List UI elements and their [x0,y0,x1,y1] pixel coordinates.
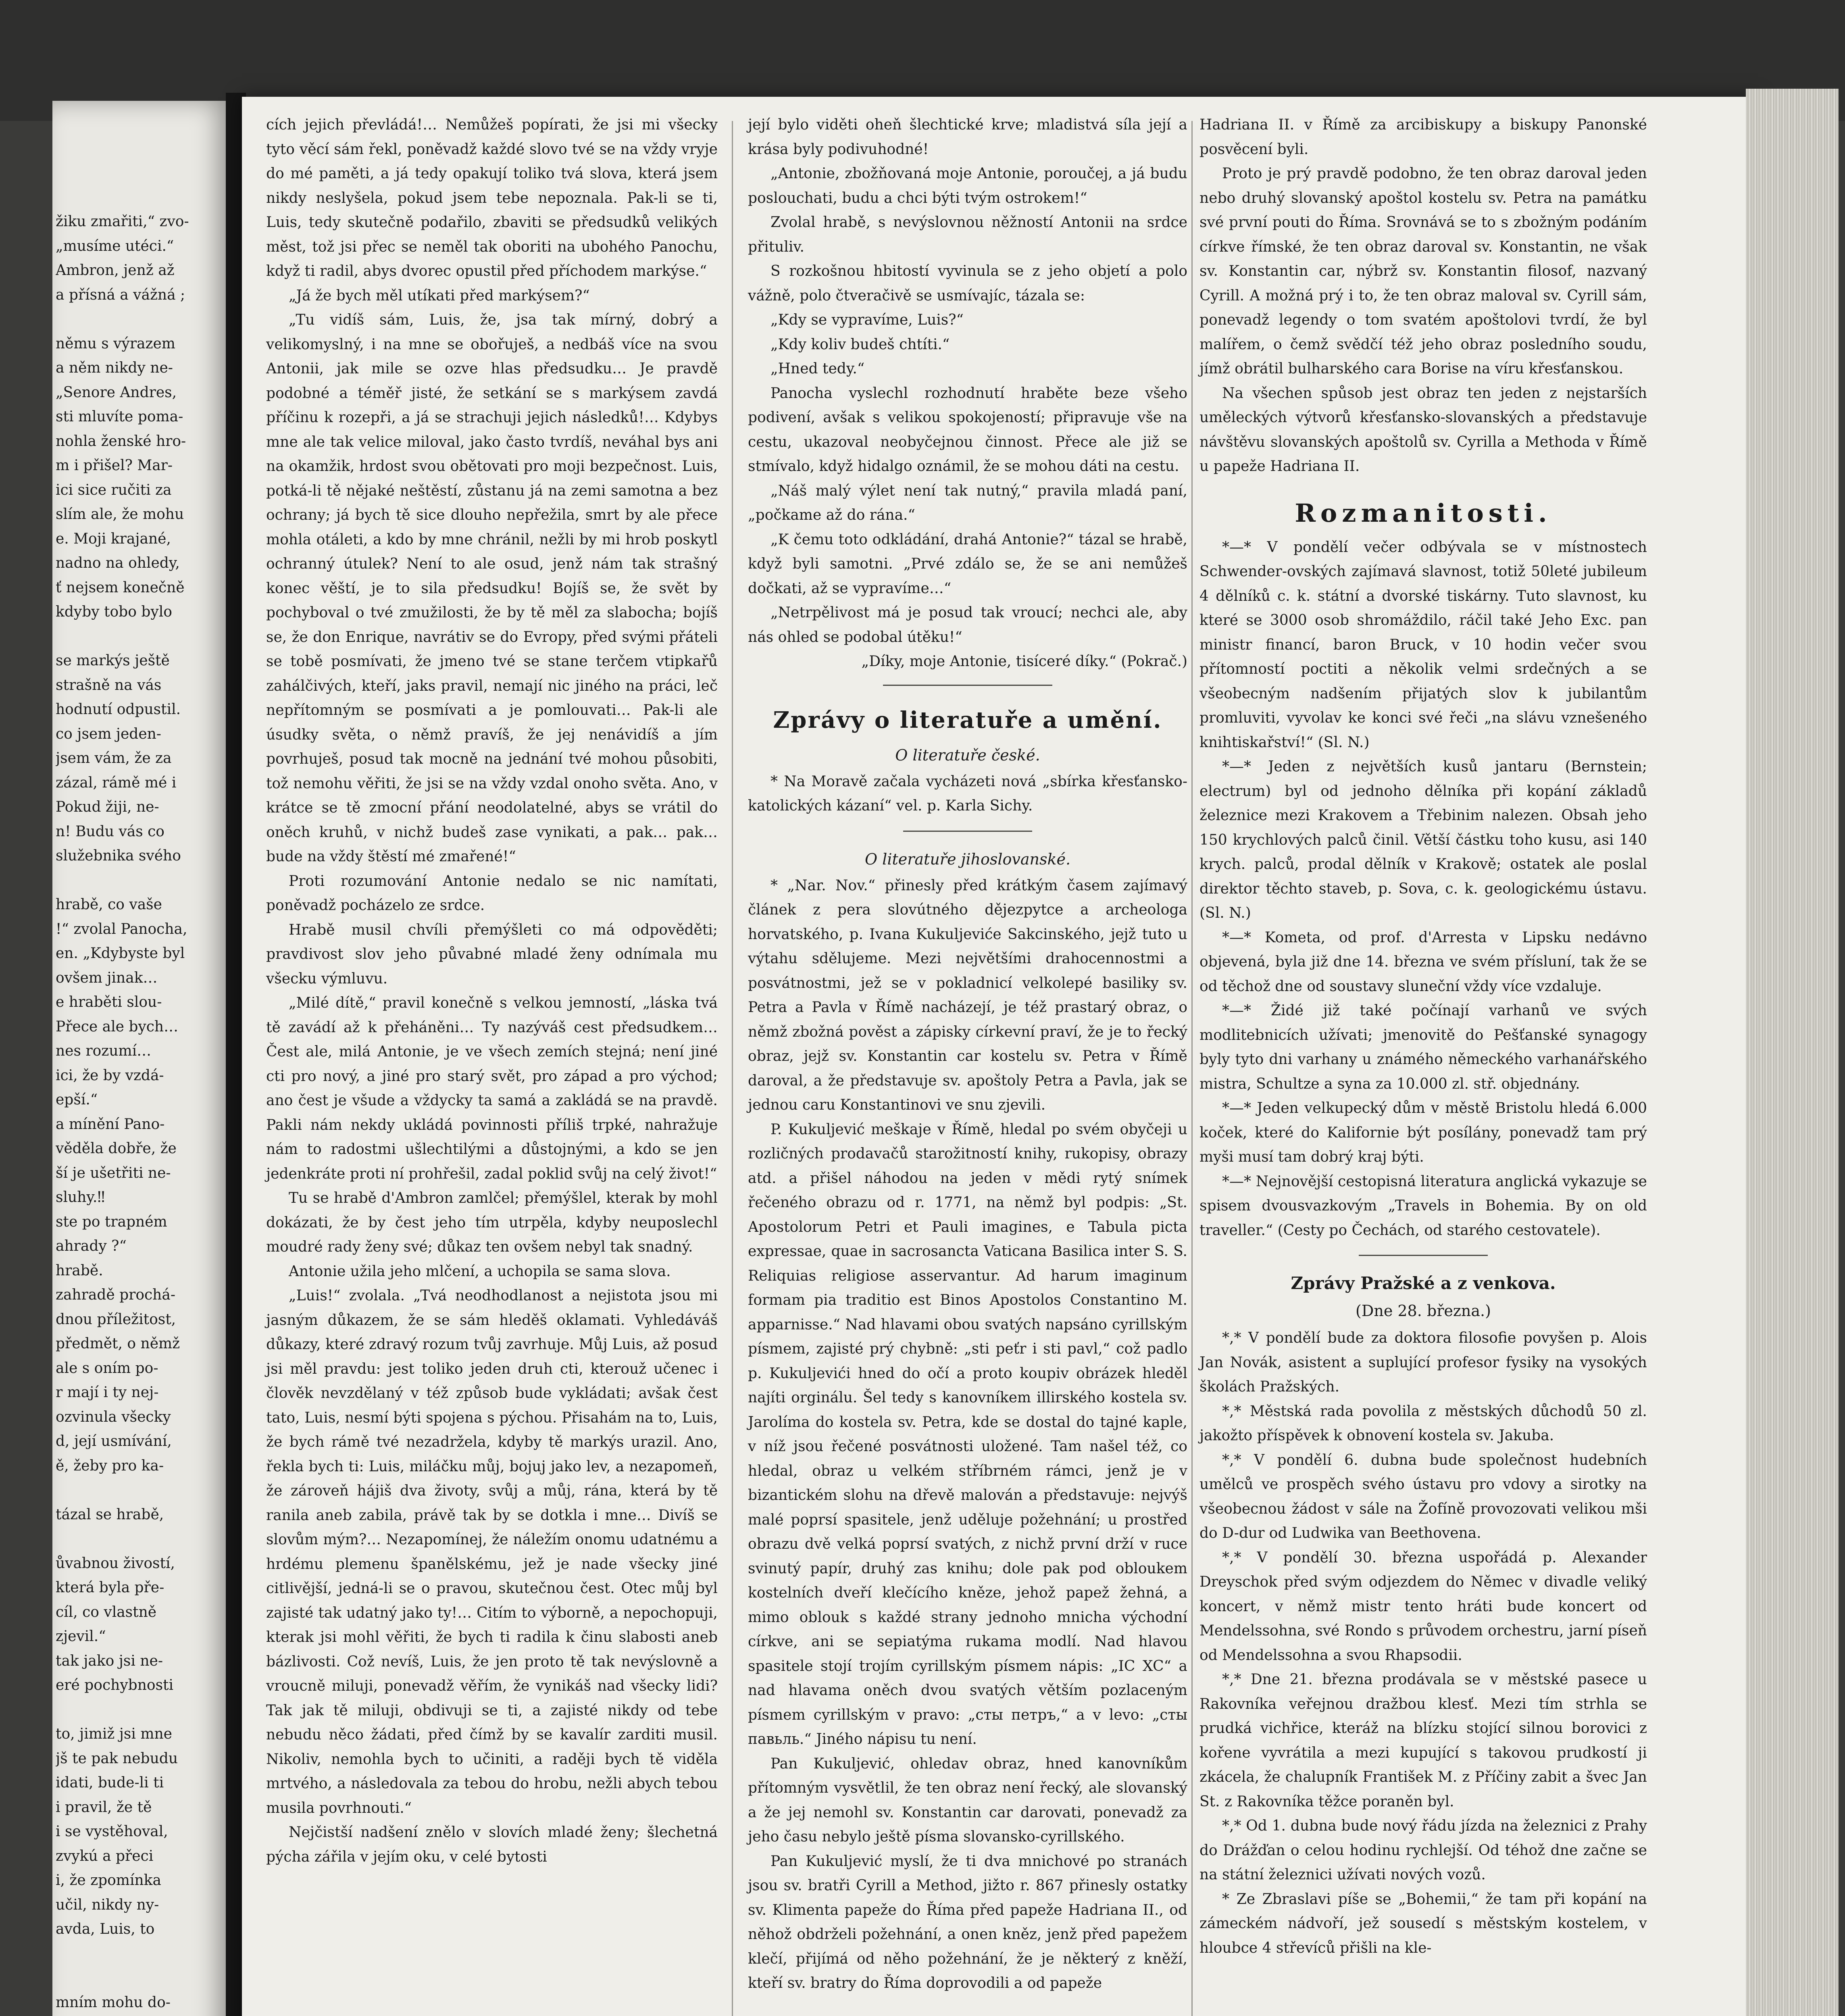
left-fragment-line: m i přišel? Mar- [56,457,173,474]
left-fragment-line: a něm nikdy ne- [56,360,173,376]
left-fragment-line: slím ale, že mohu [56,506,184,523]
left-fragment-line: co jsem jeden- [56,725,161,742]
left-fragment-line: ahrady ?“ [56,1238,127,1254]
left-fragment-line: „musíme utéci.“ [56,237,174,254]
paragraph: „Já že bych měl utíkati před markýsem?“ [289,287,590,304]
left-fragment-line: dnou příležitost, [56,1311,176,1328]
left-fragment-line: avda, Luis, to [56,1921,155,1937]
left-fragment-line [56,307,225,332]
paragraph: Panocha vyslechl rozhodnutí hraběte beze všeho podivení, avšak s velikou spokojeností; připravuje vše na cestu, ukazoval neobyčejnou činnost. Přece ale již se stmívalo, když hidalgo oznámil, že se mohou dáti na cestu. [748,385,1187,475]
paragraph: „Netrpělivost má je posud tak vroucí; nechci ale, aby nás ohled se podobal útěku!“ [748,604,1187,646]
paragraph: Na všechen spůsob jest obraz ten jeden z nejstarších uměleckých výtvorů křesťansko-slovanských a představuje návštěvu slovanských apoštolů sv. Cyrilla a Methoda v Římě u papeže Hadriana II. [1199,385,1647,475]
column-1 [266,113,718,1869]
left-fragment-line: se markýs ještě [56,652,170,669]
left-fragment-line: která byla pře- [56,1579,165,1596]
left-fragment-line: sti mluvíte poma- [56,408,183,425]
paragraph: Hrabě musil chvíli přemýšleti co má odpověděti; pravdivost slov jeho půvabné mladé ženy odnímala mu všecku výmluvu. [266,921,718,987]
news-item: P. Kukuljević meškaje v Římě, hledal po svém obyčeji u rozličných prodavačů starožitností knihy, rukopisy, obrazy atd. a přišel náhodou na jeden v mědi rytý snímek řečeného obrazu od r. 1771, na němž byl podpis: „St. Apostolorum Petri et Pauli imagines, e Tabula picta expressae, quae in sacrosancta Vaticana Basilica inter S. S. Reliquias religiose asservantur. Ad harum imaginum formam pia traditio est Binos Apostolos Constantino M. apparnisse.“ Nad hlavami obou svatých napsáno cyrillským písmem, zajisté prý chybně: „sti peťr i sti pavl,“ což padlo p. Kukuljevići hned do očí a proto koupiv obrázek hleděl najíti orginálu. Šel tedy s kanovníkem illirského kostela sv. Jarolíma do kostela sv. Petra, kde se dostal do tajné kaple, v níž jsou řečené posvátnosti uložené. Tam našel též, co hledal, obraz u velkém stříbrném rámci, jenž je v bizantickém slohu na dřevě malován a představuje: nejvýš malé poprsí spasitele, jenž uděluje požehnání; u prostřed obrazu dvě velká poprsí svatých, z nichž první drží v ruce svinutý papír, druhý zas knihu; dole pak pod obloukem kostelních dveří klečícího kněze, jehož papež žehná, a mimo oblouk s každé strany jednoho mnicha východní církve, ani se sepiatýma rukama modlí. Nad hlavou spasitele stojí trojím cyrillským písmem nápis: „IC XC“ a nad hlavama oněch dvou svatých větším pozlaceným písmem cyrillským v pravo: „сты петръ,“ a v levo: „сты павьль.“ Jiného nápisu tu není. [748,1121,1187,1747]
left-page-fragment [52,101,230,2016]
left-fragment-line [56,1966,225,1991]
paragraph: „Milé dítě,“ pravil konečně s velkou jemností, „láska tvá tě zavádí až k přeháněni… Ty nazýváš cest předsudkem… Čest ale, milá Antonie, je ve všech zemích stejná; není jiné cti pro nový, a jiné pro starý svět, pro západ a pro východ; ano čest je všude a vždycky ta samá a zakládá se na pravdě. Pakli nám nekdy ukládá povinnosti příliš trpké, nahražuje nám to radostmi ušlechtilými a důstojnými, a kdo se jen jedenkráte proti ní prohřešil, zadal poklid svůj na celý život!“ [266,995,718,1182]
left-fragment-line: Ambron, jenž až [56,262,175,279]
column-rule-2 [1191,121,1193,2016]
left-fragment-line: Přece ale bych… [56,1018,179,1035]
left-fragment-line: ovšem jinak… [56,969,158,986]
left-fragment-line [56,868,225,893]
left-fragment-line: hrabě. [56,1262,103,1279]
left-fragment-line: d, její usmívání, [56,1433,172,1450]
paragraph: „Kdy se vypravíme, Luis?“ [770,312,964,328]
news-item: Pan Kukuljević myslí, že ti dva mnichové po stranách jsou sv. bratři Cyrill a Method, jižto r. 867 přinesly ostatky sv. Klimenta papeže do Říma před papeže Hadriana II., od něhož obdrželi požehnání, a onen kněz, jenž před papežem klečí, přijímá od něho požehnání, že je některý z kněží, kteří sv. bratry do Říma doprovodili a od papeže [748,1853,1187,1991]
news-item: *,* Dne 21. března prodávala se v městské pasece u Rakovníka veřejnou dražbou klesť. Mezi tím strhla se prudká vichřice, kteráž na blízku stojící silnou borovici z kořene vyvrátila a mezi kupující s takovou prudkostí ji zkácela, že chalupník František M. z Příčiny zabit a švec Jan St. z Rakovníka těžce poraněn byl. [1199,1671,1647,1810]
divider [883,685,1052,686]
left-fragment-line: !“ zvolal Panocha, [56,921,187,937]
section-title-miscellany: Rozmanitosti. [1295,498,1552,528]
paragraph: Antonie užila jeho mlčení, a uchopila se sama slova. [289,1263,671,1280]
left-fragment-line: ť nejsem konečně [56,579,185,596]
left-fragment-line: zázal, rámě mé i [56,774,177,791]
left-fragment-line: učil, nikdy ny- [56,1896,159,1913]
paragraph: „Hned tedy.“ [770,360,865,377]
paragraph: Nejčistší nadšení znělo v slovích mladé ženy; šlechetná pýcha zářila v jejím oku, v celé bytosti [266,1824,718,1865]
left-fragment-line: nes rozumí… [56,1043,152,1059]
paragraph: S rozkošnou hbitostí vyvinula se z jeho objetí a polo vážně, polo čtveračivě se usmívajíc, tázala se: [748,263,1187,304]
divider [903,831,1032,832]
left-fragment-line: „Senore Andres, [56,384,177,401]
news-item: Pan Kukuljević, ohledav obraz, hned kanovníkům přítomným vysvětlil, že ten obraz není řecký, ale slovanský a že jej nemohl sv. Konstantin car darovati, ponevadž za jeho času nebylo ještě písma slovansko-cyrillského. [748,1755,1187,1845]
column-3 [1199,113,1647,1960]
left-fragment-line: strašně na vás [56,677,162,694]
left-fragment-line: němu s výrazem [56,335,175,352]
news-item: *,* V pondělí bude za doktora filosofie povyšen p. Alois Jan Novák, asistent a suplující profesor fysiky na vysokých školách Pražských. [1199,1330,1647,1395]
left-fragment-line: tázal se hrabě, [56,1506,164,1523]
news-item: *,* Od 1. dubna bude nový řádu jízda na železnici z Prahy do Drážďan o celou hodinu rychlejší. Od téhož dne začne se na státní železnici užívati nových vozů. [1199,1818,1647,1883]
left-fragment-line: zahradě prochá- [56,1287,175,1303]
left-fragment-line [56,625,225,649]
paragraph-continued-note: „Díky, moje Antonie, tisíceré díky.“ (Pokrač.) [861,653,1187,670]
left-page-column [56,210,225,2016]
left-fragment-line: eré pochybnosti [56,1677,174,1693]
paragraph: Proti rozumování Antonie nedalo se nic namítati, poněvadž pocházelo ze srdce. [266,873,718,914]
left-fragment-line: i, že zpomínka [56,1872,161,1889]
left-fragment-line: en. „Kdybyste byl [56,945,185,962]
left-fragment-line: zjevil.“ [56,1628,106,1645]
news-item: *—* Jeden z největších kusů jantaru (Bernstein; electrum) byl od jednoho dělníka při kopání základů železnice mezi Krakovem a Třebinim nalezen. Obsah jeho 150 krychlových palců činil. Větší částku toho kusu, asi 140 krych. palců, prodal dělník v Krakově; ostatek ale poslal direktor těchto staveb, p. Sova, c. k. geologickému ústavu. (Sl. N.) [1199,758,1647,921]
paragraph: „Náš malý výlet není tak nutný,“ pravila mladá paní, „počkame až do rána.“ [748,482,1187,523]
left-fragment-line: žiku zmařiti,“ zvo- [56,213,189,230]
news-item: * „Nar. Nov.“ přinesly před krátkým časem zajímavý článek z pera slovútného dějezpytce a archeologa horvatského, p. Ivana Kukuljeviće Sakcinského, jejž tuto u výtahu sdělujeme. Mezi největšími drahocennostmi a posvátnostmi, jež se v pokladnicí velkolepé basiliky sv. Petra a Pavla v Římě nacházejí, je též prastarý obraz, o němž zbožná pověst a zápisky církevní praví, že je to řecký obraz, jejž sv. Konstantin car kostelu sv. Petra v Římě daroval, a že představuje sv. apoštoly Petra a Pavla, jak se jednou caru Konstantinovi ve snu zjevili. [748,877,1187,1113]
paragraph: „K čemu toto odkládání, drahá Antonie?“ tázal se hrabě, když byli samotni. „Prvé zdálo se, že se ani nemůžeš dočkati, až se vypravíme…“ [748,531,1187,597]
news-item: * Na Moravě začala vycházeti nová „sbírka křesťansko-katolických kázaní“ vel. p. Karla Sichy. [748,773,1187,814]
divider [1359,1255,1488,1256]
left-fragment-line: hrabě, co vaše [56,896,162,913]
left-fragment-line: mním mohu do- [56,1994,171,2011]
subhead-czech-literature: O literatuře české. [895,746,1040,764]
news-item: *—* V pondělí večer odbývala se v místnostech Schwender-ovských zajímavá slavnost, totiž 50leté jubileum 4 dělníků c. k. státní a dvorské tiskárny. Tuto slavnost, ku které se 3000 osob shromáždilo, ráčil také Jeho Exc. pan ministr financí, baron Bruck, v 10 hodin večer svou přítomností poctiti a několik velmi srdečných a se všeobecným nadšením přijatých slov k jubilantům promluviti, vyvolav ke konci své řeči „na slávu vznešeného knihtiskařství!“ (Sl. N.) [1199,539,1647,751]
left-fragment-line [56,1698,225,1722]
news-item: *,* V pondělí 6. dubna bude společnost hudebních umělců ve prospěch svého ústavu pro vdovy a sirotky na všeobecnou žádost v sále na Žofíně provozovati velikou mši do D-dur od Ludwika van Beethovena. [1199,1452,1647,1541]
left-fragment-line: i se vystěhoval, [56,1823,168,1840]
left-fragment-line: ozvinula všecky [56,1408,171,1425]
left-fragment-line: ě, žeby pro ka- [56,1457,164,1474]
left-fragment-line: tak jako jsi ne- [56,1652,163,1669]
news-item: *—* Jeden velkupecký dům v městě Bristolu hledá 6.000 koček, které do Kalifornie být posílány, ponevadž tam prý myši musí tam dobrý kraj býti. [1199,1100,1647,1165]
section-title-literature: Zprávy o literatuře a umění. [773,706,1162,733]
left-fragment-line: ůvabnou živostí, [56,1555,175,1572]
left-fragment-line: ší je ušetřiti ne- [56,1164,171,1181]
left-fragment-line: a mínění Pano- [56,1116,165,1133]
left-fragment-line: e hraběti slou- [56,994,162,1010]
paragraph: „Tu vidíš sám, Luis, že, jsa tak mírný, dobrý a velikomyslný, i na mne se obořuješ, a nedbáš více na svou Antonii, jak mile se ozve hlas předsudku… Je pravdě podobné a téměř jisté, že setkání se s markýsem zavdá příčinu k rozepři, a já se strachuji jejich následků!… Kdybys mne ale tak velice miloval, jako často tvrdíš, neváhal bys ani na okamžik, hrdost svou obětovati pro moji bezpečnost. Luis, potká-li tě nějaké neštěstí, zůstanu já na zemi samotna a bez ochrany; já bych tě sice dlouho nepřežila, smrt by ale přece mohla otáleti, a kdo by mne chránil, nežli by mi hrob poskytl ochranný útulek? Není to ale osud, jenž nám tak strašný konec věští, je to sila předsudku! Bojíš se, že svět by pochyboval o tvé zmužilosti, že by tě měl za slabocha; bojíš se, že don Enrique, navrátiv se do Evropy, před svými přáteli se tobě posmívati, že jmeno tvé se stane terčem vtipkařů zahálčivých, kteří, jaks pravil, nemají nic jiného na práci, leč nepřítomným se posmívati a je pomlouvati… Pak-li ale úsudky světa, o němž pravíš, že jej nenávidíš a jím povrhuješ, posud tak mocně na jednání tvé mohou působiti, tož nemohu věřiti, že jsi se na vždy vzdal onoho světa. Ano, v krátce se tě zmocní přání neodolatelné, abys se vrátil do oněch kruhů, v nichž budeš zase vynikati, a pak… pak… bude na vždy štěstí mé zmařené!“ [266,312,718,865]
paragraph: Hadriana II. v Římě za arcibiskupy a biskupy Panonské posvěcení byli. [1199,117,1647,158]
paragraph: Proto je prý pravdě podobno, že ten obraz daroval jeden nebo druhý slovanský apoštol kostelu sv. Petra na památku své první pouti do Říma. Srovnává se to s zbožným podáním církve římské, že ten obraz daroval sv. Konstantin, ne však sv. Konstantin car, nýbrž sv. Konstantin filosof, nazvaný Cyrill. A možná prý i to, že ten obraz maloval sv. Cyrill sám, ponevadž legendy o tom svatém apoštolovi tvrdí, že byl malířem, o čemž svědčí též jeho obraz posledního soudu, jímž obrátil bulharského cara Borise na víru křesťanskou. [1199,165,1647,377]
left-fragment-line: kdyby tobo bylo [56,604,172,620]
paragraph: její bylo viděti oheň šlechtické krve; mladistvá síla její a krása byly podivuhodné! [748,117,1187,158]
left-fragment-line: předmět, o němž [56,1335,180,1352]
paragraph: Zvolal hrabě, s nevýslovnou něžností Antonii na srdce přituliv. [748,214,1187,255]
paragraph: „Kdy koliv budeš chtíti.“ [770,336,950,353]
left-fragment-line: zvykú a přeci [56,1847,154,1864]
news-item: *,* Městská rada povolila z městských důchodů 50 zl. jakožto příspěvek k obnovení kostela sv. Jakuba. [1199,1403,1647,1444]
left-fragment-line: hodnutí odpustil. [56,701,181,718]
left-fragment-line: ici sice ručiti za [56,481,172,498]
left-fragment-line: i pravil, že tě [56,1799,152,1816]
left-fragment-line: ale s oním po- [56,1360,158,1377]
left-fragment-line: sluhy.‼ [56,1189,105,1206]
left-fragment-line: ici, že by vzdá- [56,1067,164,1084]
news-item: *—* Nejnovější cestopisná literatura anglická vykazuje se spisem dvousvazkovým „Travels in Bohemia. By on old traveller.“ (Cesty po Čechách, od starého cestovatele). [1199,1173,1647,1239]
left-fragment-line: a přísná a vážná ; [56,286,185,303]
left-fragment-line: věděla dobře, že [56,1140,177,1157]
dateline: (Dne 28. března.) [1356,1302,1491,1320]
left-fragment-line: r mají i ty nej- [56,1384,159,1401]
left-fragment-line: nohla ženské hro- [56,433,186,450]
left-fragment-line: služebnika svého [56,848,181,864]
column-rule-1 [732,121,733,2016]
left-fragment-line: to, jimiž jsi mne [56,1726,172,1742]
news-item: *—* Židé již také počínají varhanů ve svých modlitebnicích užívati; jmenovitě do Pešťanské synagogy byly tyto dni varhany u známého německého varhanářského mistra, Schultze a syna za 10.000 zl. stř. objednány. [1199,1002,1647,1092]
left-fragment-line: idati, bude-li ti [56,1774,164,1791]
subhead-south-slavic-literature: O literatuře jihoslovanské. [864,850,1071,868]
left-fragment-line: cíl, co vlastně [56,1604,157,1620]
left-fragment-line [56,1478,225,1503]
paragraph: „Antonie, zbožňovaná moje Antonie, poroučej, a já budu poslouchati, budu a chci býti tvým ostrokem!“ [748,165,1187,206]
left-fragment-line: e. Moji krajané, [56,530,171,547]
left-fragment-line [56,1527,225,1552]
left-fragment-line: Pokud žiji, ne- [56,799,159,815]
page-edges-stack [1746,89,1839,2016]
left-fragment-line: nadno na ohledy, [56,555,180,571]
left-fragment-line [56,1942,225,1966]
column-2 [748,113,1187,1996]
news-item: *,* V pondělí 30. března uspořádá p. Alexander Dreyschok před svým odjezdem do Němec v divadle veliký koncert, v němž mistr tento hráti bude koncert od Mendelssohna, své Rondo s průvodem orchestru, jarní píseň od Mendelssohna a svou Rhapsodii. [1199,1549,1647,1664]
left-fragment-line: epší.“ [56,1091,98,1108]
left-fragment-line: ste po trapném [56,1213,167,1230]
paragraph: „Luis!“ zvolala. „Tvá neodhodlanost a nejistota jsou mi jasným důkazem, že se sám hleděš oklamati. Vyhledáváš důkazy, které zdravý rozum tvůj zavrhuje. Můj Luis, až posud jsi měl pravdu: jest toliko jeden druh cti, kterouž učenec i člověk nevzdělaný v též způsob bude vykládati; avšak čest tato, Luis, nesmí býti spojena s pýchou. Přisahám na to, Luis, že bych rámě tvé nezadržela, kdyby tě markýs urazil. Ano, řekla bych ti: Luis, miláčku můj, bojuj jako lev, a nezapomeň, že zároveň hájiš dva životy, svůj a můj, rána, která by tě ranila aneb zabila, právě tak by se dotkla i mne… Divíš se slovům mým?… Nezapomínej, že náležím onomu udatnému a hrdému plemenu španělskému, jež je nade všecky jiné citlivější, jedná-li se o pravou, skutečnou čest. Otec můj byl zajisté tak udatný jako ty!… Citím to výborně, a nepochopuji, kterak jsi mohl věřiti, že bych ti radila k činu slabosti aneb bázlivosti. Což nevíš, Luis, že jen proto tě tak nevýslovně a vroucně miluji, ponevadž věřím, že vynikáš nad všecky lidi? Tak jak tě miluji, obdivuji se ti, a zajisté nikdy od tebe nebudu něco žádati, před čímž by se kavalír zarditi musil. Nikoliv, nemohla bych to učiniti, a raději bych tě viděla mrtvého, a následovala za tebou do hrobu, nežli abych tebou musila povrhnouti.“ [266,1287,718,1816]
left-fragment-line: jš te pak nebudu [56,1750,178,1767]
left-fragment-line: n! Budu vás co [56,823,165,840]
news-item: *—* Kometa, od prof. d'Arresta v Lipsku nedávno objevená, byla již dne 14. března ve svém přísluní, tak že se od těchož dne od soustavy sluneční vždy více vzdaluje. [1199,929,1647,995]
left-fragment-line: jsem vám, že za [56,750,172,766]
news-item: * Ze Zbraslavi píše se „Bohemii,“ že tam při kopání na zámeckém nádvoří, jež sousedí s městským kostelem, v hloubce 4 střevíců přišli na kle- [1199,1891,1647,1956]
paragraph: cích jejich převládá!… Nemůžeš popírati, že jsi mi všecky tyto věcí sám řekl, poněvadž každé slovo tvé se na vždy vryje do mé paměti, a já tedy opakují toliko tvá slova, která jsem nikdy neslyšela, pokud jsem tebe nepoznala. Pak-li se ti, Luis, tedy skutečně podařilo, zbaviti se předsudků velikých měst, tož jsi přec se neměl tak oboriti na ubohého Panochu, když ti radil, abys dvorec opustil před příchodem markýse.“ [266,117,718,279]
subhead-prague-news: Zprávy Pražské a z venkova. [1291,1273,1556,1293]
paragraph: Tu se hrabě d'Ambron zamlčel; přemýšlel, kterak by mohl dokázati, že by čest jeho tím utrpěla, kdyby neuposlechl moudré rady ženy své; důkaz ten ovšem nebyl tak snadný. [266,1190,718,1255]
